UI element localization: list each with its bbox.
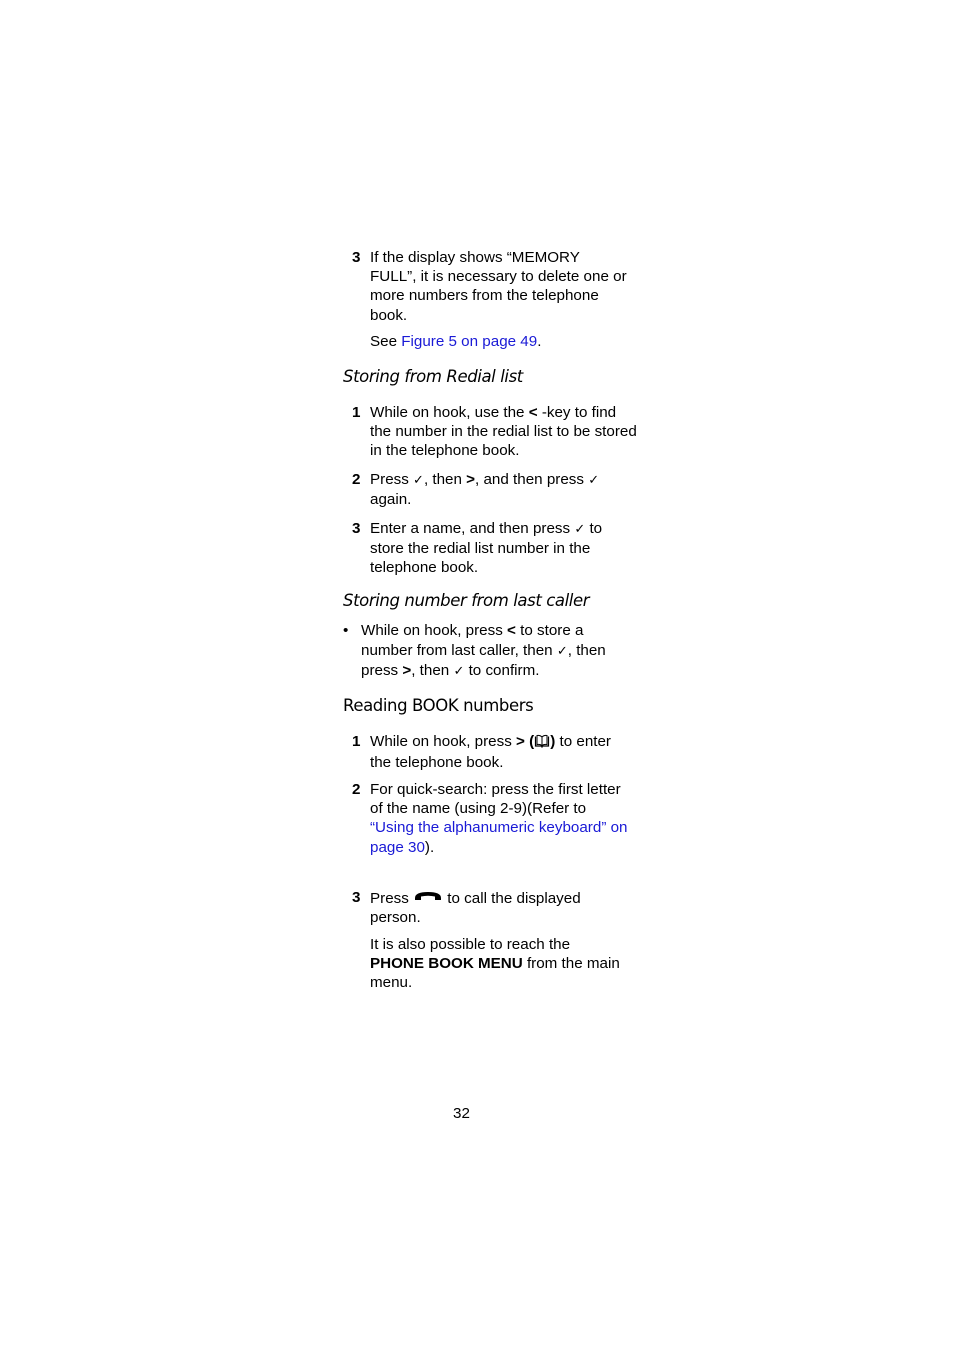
bullet-text: to confirm.	[464, 662, 540, 680]
right-key-label: >	[466, 471, 476, 488]
step-number: 2	[352, 781, 361, 798]
phone-book-menu-note	[343, 935, 628, 993]
heading-storing-last-caller: Storing number from last caller	[343, 591, 590, 610]
memory-full-step	[343, 248, 628, 325]
step-text: , then	[423, 471, 467, 488]
phone-book-menu-label: PHONE BOOK MENU	[370, 955, 523, 973]
step-text: to enter the telephone book.	[370, 733, 611, 772]
step-text: Press	[370, 890, 414, 907]
step-number: 1	[352, 733, 361, 750]
book-icon	[534, 734, 550, 753]
bullet-text: to store a number from last caller, then	[361, 622, 584, 659]
step-text: ).	[424, 838, 435, 856]
bullet-text: , then	[411, 662, 454, 680]
step-text: to store the redial list number in the telephone book.	[370, 520, 603, 577]
redial-step-2	[343, 470, 638, 509]
key-close: )	[550, 733, 556, 750]
right-key-label: >	[402, 662, 412, 680]
check-icon: ✓	[413, 473, 424, 488]
reading-step-3	[343, 888, 628, 927]
heading-reading-book: Reading BOOK numbers	[343, 696, 534, 715]
figure-link[interactable]: Figure 5 on page 49	[401, 333, 538, 350]
step-number: 1	[352, 404, 361, 421]
step-number: 2	[352, 471, 361, 488]
step-text: Enter a name, and then press	[370, 520, 575, 537]
check-icon: ✓	[556, 643, 568, 659]
redial-step-3	[343, 519, 628, 578]
reading-step-2	[343, 780, 628, 857]
see-prefix: See	[370, 333, 402, 350]
right-key-label: > (	[516, 733, 535, 750]
step-text: For quick-search: press the first letter of the name (using 2-9)(Refer to	[370, 781, 621, 818]
step-text: to call the displayed person.	[370, 890, 581, 927]
page-number: 32	[453, 1105, 470, 1122]
bullet-text: While on hook, press	[361, 622, 508, 639]
step-text: , and then press	[475, 471, 589, 488]
bullet-mark: •	[343, 622, 349, 639]
check-icon: ✓	[574, 522, 586, 537]
last-caller-bullet	[343, 621, 615, 682]
redial-step-1	[343, 403, 638, 461]
bullet-text: , then press	[361, 641, 606, 680]
step-number: 3	[352, 249, 361, 266]
left-key-label: <	[528, 404, 538, 421]
heading-storing-redial: Storing from Redial list	[343, 367, 523, 386]
step-text: -key to find the number in the redial list to be stored in the telephone book.	[370, 404, 637, 460]
left-key-label: <	[507, 622, 516, 639]
step-text: While on hook, use the	[370, 404, 529, 421]
check-icon: ✓	[453, 664, 465, 680]
reading-step-1	[343, 732, 628, 772]
step-text: again.	[370, 491, 412, 509]
step-text: Press	[370, 471, 414, 488]
note-text: from the main menu.	[370, 955, 620, 992]
check-icon: ✓	[588, 473, 600, 488]
step-number: 3	[352, 889, 361, 906]
see-figure-note	[343, 332, 628, 351]
handset-icon	[413, 888, 443, 907]
step-text: If the display shows “MEMORY FULL”, it is necessary to delete one or more numbers from the telephone book.	[370, 249, 627, 324]
step-number: 3	[352, 520, 361, 537]
keyboard-page-link[interactable]: “Using the alphanumeric keyboard” on page 30	[370, 819, 628, 856]
step-text: While on hook, press	[370, 733, 517, 750]
see-suffix: .	[537, 333, 542, 350]
note-text: It is also possible to reach the	[370, 936, 571, 953]
